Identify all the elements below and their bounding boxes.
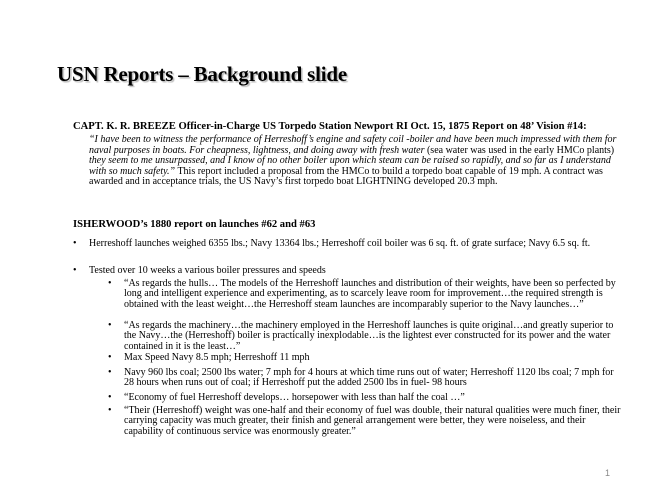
sub-bullet-text: “As regards the machinery…the machinery employed in the Herreshoff launches is quite original…and greatly superior to the Navy…the (Herreshoff) boiler is practically inexplodable…is the lightest ever constructed for its power and the water contained in it is the least…” bbox=[124, 320, 614, 352]
sub-bullet-item bbox=[108, 368, 624, 389]
sub-bullet-dot: • bbox=[108, 320, 112, 331]
sub-bullet-item bbox=[108, 393, 624, 403]
slide-title: USN Reports – Background slide bbox=[57, 62, 347, 86]
sub-bullet-dot: • bbox=[108, 405, 112, 416]
breeze-heading-text: CAPT. K. R. BREEZE Officer-in-Charge US Torpedo Station Newport RI Oct. 15, 1875 Report on bbox=[73, 121, 521, 132]
page-number: 1 bbox=[605, 468, 611, 478]
sub-bullet-dot: • bbox=[108, 392, 112, 403]
sub-bullet-text: “Their (Herreshoff) weight was one-half and their economy of fuel was double, their natural qualities were much finer, their carrying capacity was much greater, their finish and general arrangement were better, they were noiseless, and their capability of continuous service was enormously greater.” bbox=[124, 405, 621, 437]
sub-bullet-text: Max Speed Navy 8.5 mph; Herreshoff 11 mph bbox=[124, 352, 310, 363]
breeze-report-heading bbox=[73, 121, 587, 132]
sub-bullet-item bbox=[108, 406, 624, 437]
bullet-item bbox=[73, 239, 623, 250]
vision-14-label: 48’ Vision #14: bbox=[520, 121, 587, 132]
sub-bullet-dot: • bbox=[108, 352, 112, 363]
quote-italic-part-1: “I have been to witness the performance of Herreshoff’s engine and safety coil -boiler and have been much impressed with them for naval purposes in boats. For cheapness, lightness, and doing away with fresh water bbox=[89, 134, 617, 156]
bullet-item bbox=[73, 266, 623, 277]
breeze-quote bbox=[89, 135, 621, 188]
bullet-text: Tested over 10 weeks a various boiler pressures and speeds bbox=[89, 265, 326, 276]
sub-bullet-item bbox=[108, 321, 624, 352]
quote-italic-part-2: they seem to me unsurpassed, and I know of no other boiler upon which steam can be raised so rapidly, and so far as I understand with so much safety.” bbox=[89, 155, 611, 177]
quote-plain-part-1: (sea water was used in the early HMCo plants) bbox=[424, 144, 615, 156]
sub-bullet-text: Navy 960 lbs coal; 2500 lbs water; 7 mph for 4 hours at which time runs out of water; Herreshoff 1120 lbs coal; 7 mph for 28 hours when runs out of coal; if Herreshoff put the added 2500 lbs in fuel- 98 hours bbox=[124, 367, 614, 389]
sub-bullet-dot: • bbox=[108, 278, 112, 289]
sub-bullet-dot: • bbox=[108, 367, 112, 378]
sub-bullet-text: “As regards the hulls… The models of the Herreshoff launches and distribution of their weights, have been so perfected by long and intelligent experience and experimenting, as to scarcely leave room for improvement…the required strength is obtained with the least weight…the Herreshoff steam launches are incomparably superior to the Navy launches…” bbox=[124, 278, 616, 310]
sub-bullet-text: “Economy of fuel Herreshoff develops… horsepower with less than half the coal …” bbox=[124, 392, 465, 403]
sub-bullet-item bbox=[108, 353, 624, 363]
bullet-dot: • bbox=[73, 238, 77, 249]
quote-plain-part-2: This report included a proposal from the HMCo to build a torpedo boat capable of 19 mph. A contract was awarded and in acceptance trials, the US Navy’s first torpedo boat LIGHTNING developed 20.3 mph. bbox=[89, 165, 603, 188]
bullet-text: Herreshoff launches weighed 6355 lbs.; Navy 13364 lbs.; Herreshoff coil boiler was 6 sq. ft. of grate surface; Navy 6.5 sq. ft. bbox=[89, 238, 591, 249]
isherwood-report-heading: ISHERWOOD’s 1880 report on launches #62 and #63 bbox=[73, 219, 316, 230]
bullet-dot: • bbox=[73, 265, 77, 276]
sub-bullet-item bbox=[108, 279, 624, 310]
